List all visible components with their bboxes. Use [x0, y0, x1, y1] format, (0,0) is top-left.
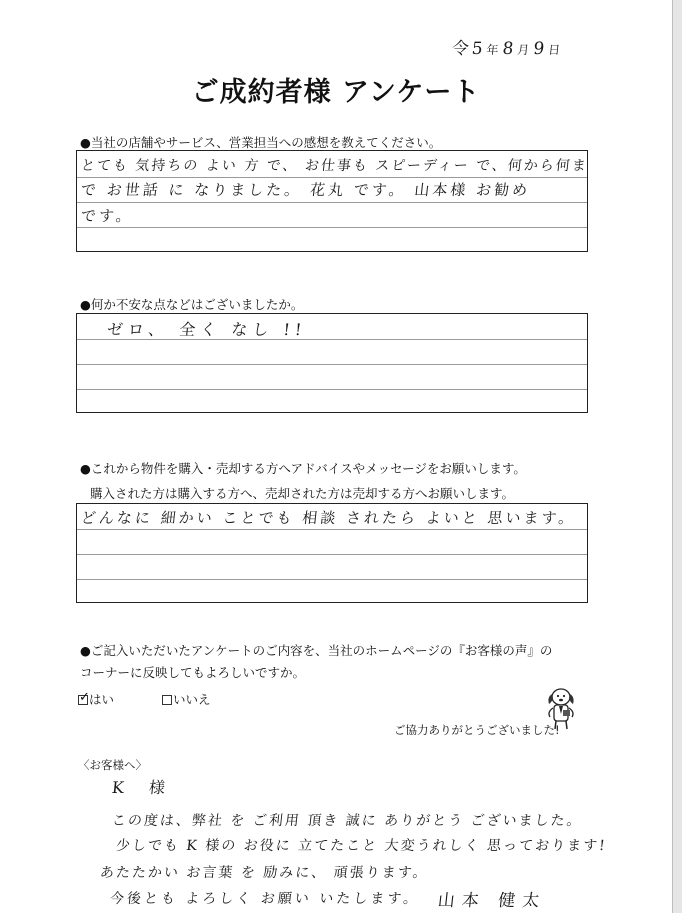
- answer-box-2: [76, 313, 588, 413]
- customer-addressee: K 様: [110, 778, 176, 797]
- date-year: 5: [470, 39, 487, 59]
- consent-question-line-1: ●ご記入いただいたアンケートのご内容を、当社のホームページの『お客様の声』の: [80, 643, 553, 658]
- message-line-3: あたたかい お言葉 を 励みに、 頑張ります。: [99, 865, 430, 881]
- to-customer-heading: 〈お客様へ〉: [78, 758, 147, 772]
- message-line-2: 少しでも K 様の お役に 立てたこと 大変うれしく 思っております!: [115, 838, 608, 854]
- thank-you-message: ご協力ありがとうございました!: [394, 723, 560, 737]
- question-3-prompt: ●これから物件を購入・売却する方へアドバイスやメッセージをお願いします。: [80, 461, 526, 476]
- consent-question-line-2: コーナーに反映してもよろしいですか。: [80, 665, 306, 680]
- answer-box-1: [76, 150, 588, 252]
- date-day: 9: [532, 39, 549, 59]
- date-handwritten: [451, 34, 566, 59]
- answer-3-line-1: どんなに 細かい ことでも 相談 されたら よいと 思います。: [80, 509, 578, 527]
- message-line-1: この度は、弊社 を ご利用 頂き 誠に ありがとう ございました。: [111, 813, 584, 829]
- ruled-line: [77, 389, 587, 390]
- date-day-unit: 日: [547, 43, 561, 57]
- question-3-prompt-2: 購入された方は購入する方へ、売却された方は売却する方へお願いします。: [90, 486, 515, 501]
- staff-signature: 山本 健太: [436, 891, 548, 911]
- ruled-line: [77, 364, 587, 365]
- date-month-unit: 月: [516, 43, 531, 57]
- date-month: 8: [501, 39, 518, 59]
- ruled-line: [77, 579, 587, 580]
- answer-1-line-2: で お世話 に なりました。 花丸 です。 山本様 お勧め: [80, 181, 532, 199]
- page-edge: [672, 0, 682, 913]
- message-line-4: 今後とも よろしく お願い いたします。: [109, 891, 421, 907]
- ruled-line: [77, 227, 587, 228]
- ruled-line: [77, 177, 587, 178]
- consent-no-label: いいえ: [173, 692, 211, 707]
- answer-2-line-1: ゼロ、 全く なし !!: [105, 320, 308, 339]
- ruled-line: [77, 529, 587, 530]
- checkbox-empty-icon[interactable]: [162, 695, 172, 705]
- ruled-line: [77, 202, 587, 203]
- question-2-prompt: ●何か不安な点などはございましたか。: [80, 297, 304, 312]
- consent-yes-label: はい: [89, 692, 115, 707]
- page-title: ご成約者様 アンケート: [191, 77, 481, 108]
- consent-no-option[interactable]: [162, 690, 211, 708]
- ruled-line: [77, 554, 587, 555]
- consent-yes-option[interactable]: [78, 690, 114, 708]
- date-era: 令: [450, 39, 473, 59]
- checkbox-checked-icon[interactable]: [78, 695, 88, 705]
- answer-1-line-3: です。: [80, 207, 135, 225]
- date-year-unit: 年: [485, 43, 500, 57]
- answer-1-line-1: とても 気持ちの よい 方 で、 お仕事も スピーディー で、何から何ま: [80, 158, 589, 174]
- question-1-prompt: ●当社の店舗やサービス、営業担当への感想を教えてください。: [80, 135, 442, 150]
- answer-box-3: [76, 503, 588, 603]
